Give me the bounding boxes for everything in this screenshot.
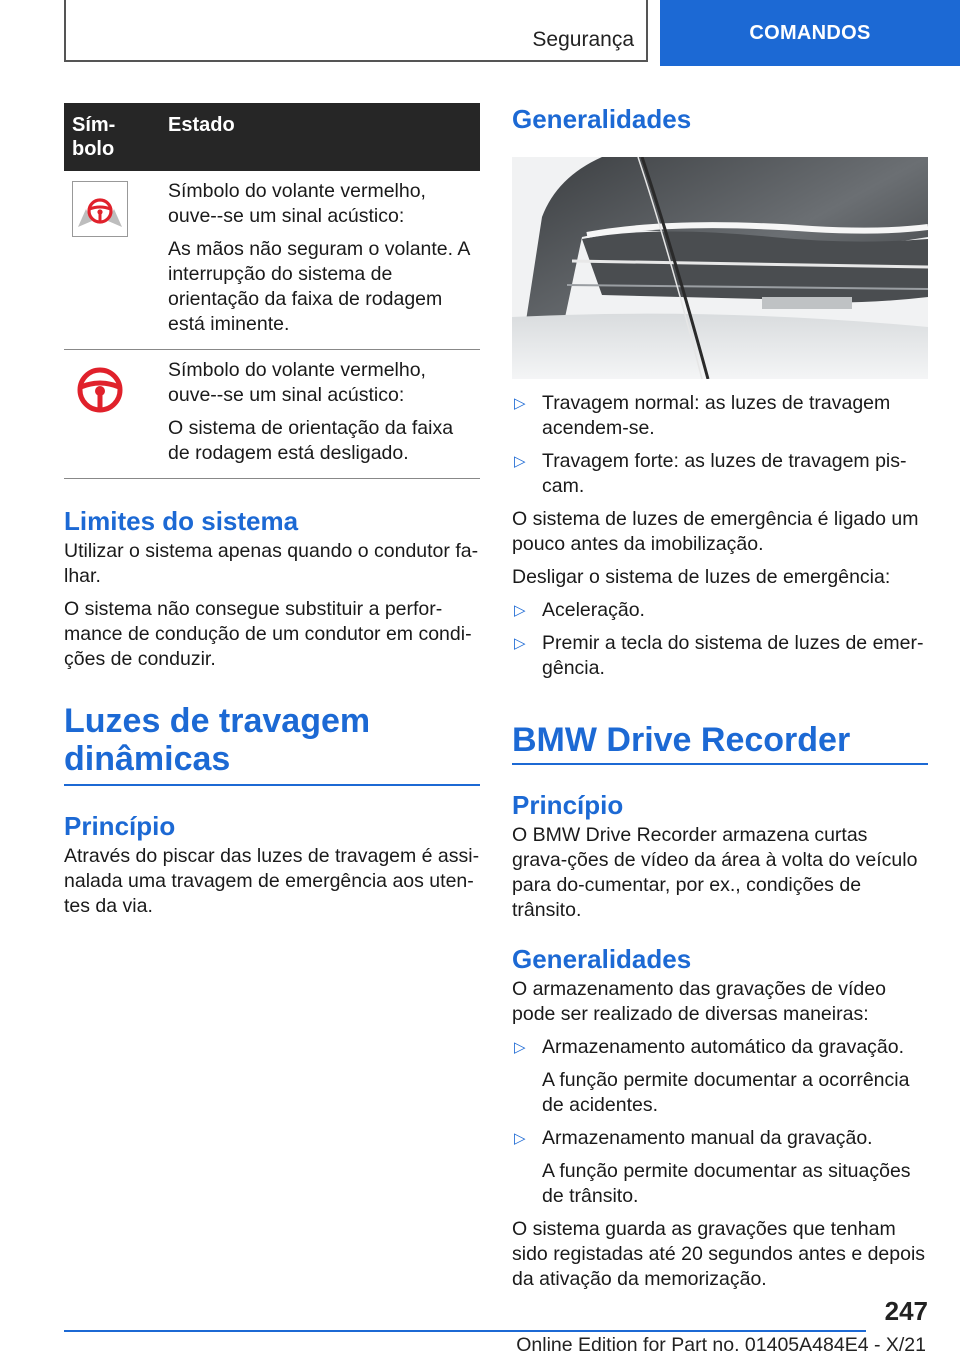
page-header [0, 0, 960, 66]
symbol-state-table [64, 103, 480, 479]
recorder-closing-text: O sistema guarda as gravações que tenham sido registadas até 20 segundos antes e depois da ativação da memorização. [512, 1218, 926, 1290]
bullet-triangle-icon: ▷ [514, 602, 526, 619]
limits-paragraph: Utilizar o sistema apenas quando o condutor fa-lhar. [64, 540, 479, 587]
limits-heading: Limites do sistema [64, 506, 299, 536]
list-item [512, 449, 928, 499]
table-header-symbol: Sím- bolo [64, 103, 160, 171]
list-item [512, 1035, 928, 1060]
list-item-text: Travagem normal: as luzes de travagem acendem-se. [542, 392, 891, 439]
state-cell [160, 350, 480, 479]
list-item-text: Armazenamento automático da gravação. [542, 1036, 905, 1058]
table-row [64, 171, 480, 350]
list-item-detail: A função permite documentar as situações de trânsito. [542, 1160, 911, 1207]
limits-paragraph: O sistema não consegue substituir a perfor-mance de condução de um condutor em condi-ções de conduzir. [64, 598, 472, 670]
edition-note: Online Edition for Part no. 01405A484E4 - X/21 [516, 1334, 926, 1356]
brake-principle-text: Através do piscar das luzes de travagem é assi-nalada uma travagem de emergência aos uten-tes da via. [64, 845, 480, 917]
table-header-row [64, 103, 480, 171]
state-cell [160, 171, 480, 350]
list-item [512, 598, 928, 623]
header-chapter-tab[interactable]: COMANDOS [660, 0, 960, 66]
right-column [512, 103, 928, 1300]
steering-wheel-warning-icon [72, 181, 128, 237]
header-section-title: Segurança [532, 28, 634, 51]
state-text: Símbolo do volante vermelho, ouve--se um sinal acústico: [168, 180, 426, 227]
bullet-triangle-icon: ▷ [514, 1130, 526, 1147]
page-number: 247 [884, 1296, 928, 1326]
symbol-cell [64, 350, 160, 479]
list-item-text: Armazenamento manual da gravação. [542, 1127, 873, 1149]
brake-principle-heading: Princípio [64, 811, 176, 841]
brake-general-heading: Generalidades [512, 104, 692, 134]
footer-divider [64, 1330, 866, 1332]
state-text: As mãos não seguram o volante. A interrupção do sistema de orientação da faixa de rodagem está iminente. [168, 238, 470, 335]
brake-lights-title [64, 702, 480, 786]
list-item [512, 631, 928, 681]
steering-wheel-red-icon [72, 362, 128, 418]
brake-lights-title-line2: dinâmicas [64, 740, 231, 778]
rear-brake-light-photo [512, 157, 928, 379]
list-item-text: Premir a tecla do sistema de luzes de emer-gência. [542, 632, 924, 679]
bullet-triangle-icon: ▷ [514, 635, 526, 652]
list-item-detail: A função permite documentar a ocorrência de acidentes. [542, 1069, 910, 1116]
recorder-principle-text: O BMW Drive Recorder armazena curtas grava-ções de vídeo da área à volta do veículo para do-cumentar, por ex., condições de trânsito. [512, 824, 918, 921]
bullet-triangle-icon: ▷ [514, 1039, 526, 1056]
list-item-text: Aceleração. [542, 599, 645, 621]
table-row [64, 350, 480, 479]
recorder-title-text: BMW Drive Recorder [512, 721, 851, 759]
brake-paragraph: Desligar o sistema de luzes de emergência: [512, 566, 891, 588]
state-text: Símbolo do volante vermelho, ouve--se um sinal acústico: [168, 359, 426, 406]
recorder-title [512, 721, 928, 765]
list-item [512, 391, 928, 441]
table-header-state: Estado [160, 103, 480, 171]
recorder-general-heading: Generalidades [512, 944, 692, 974]
symbol-cell [64, 171, 160, 350]
state-text: O sistema de orientação da faixa de rodagem está desligado. [168, 417, 454, 464]
list-item [512, 1126, 928, 1151]
bullet-triangle-icon: ▷ [514, 395, 526, 412]
bullet-triangle-icon: ▷ [514, 453, 526, 470]
brake-paragraph: O sistema de luzes de emergência é ligado um pouco antes da imobilização. [512, 508, 919, 555]
recorder-principle-heading: Princípio [512, 790, 624, 820]
list-item-text: Travagem forte: as luzes de travagem pis-cam. [542, 450, 907, 497]
recorder-general-text: O armazenamento das gravações de vídeo pode ser realizado de diversas maneiras: [512, 978, 886, 1025]
left-column [64, 103, 480, 927]
brake-lights-title-line1: Luzes de travagem [64, 702, 371, 740]
